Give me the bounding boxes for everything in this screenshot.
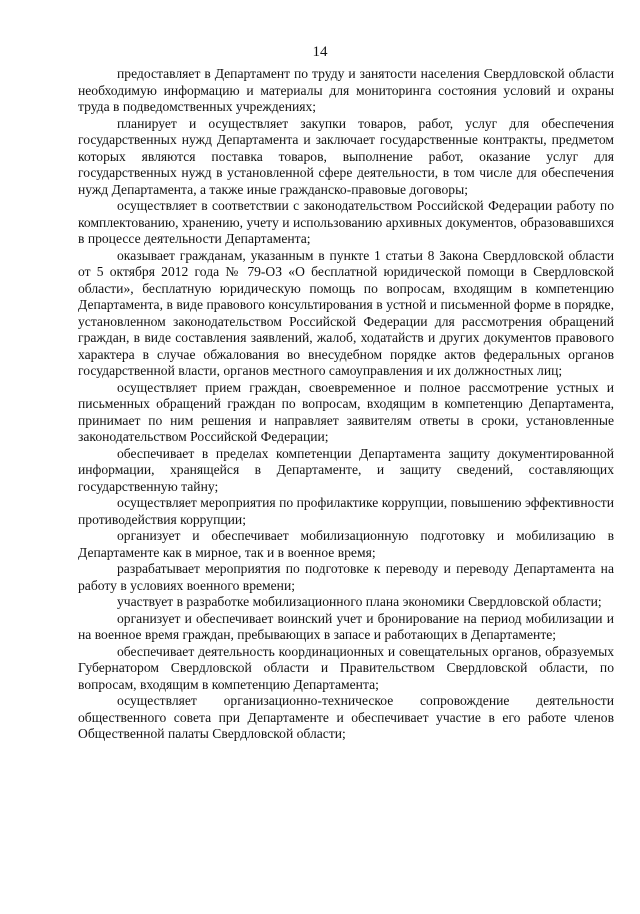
paragraph-9: разрабатывает мероприятия по подготовке к переводу и переводу Департамента на работу в условиях военного времени; bbox=[78, 561, 614, 593]
document-body bbox=[78, 66, 614, 743]
paragraph-2: планирует и осуществляет закупки товаров, работ, услуг для обеспечения государственных нужд Департамента и заключает государственные контракты, предметом которых являются поставка товаров, выполнение работ, оказание услуг для государственных нужд в установленной сфере деятельности, в том числе для обеспечения нужд Департамента, а также иные гражданско-правовые договоры; bbox=[78, 115, 614, 197]
paragraph-1: предоставляет в Департамент по труду и занятости населения Свердловской области необходимую информацию и материалы для мониторинга состояния условий и охраны труда в подведомственных учреждениях; bbox=[78, 66, 614, 114]
paragraph-4: оказывает гражданам, указанным в пункте 1 статьи 8 Закона Свердловской области от 5 октября 2012 года № 79-ОЗ «О бесплатной юридической помощи в Свердловской области», бесплатную юридическую помощь по вопросам, входящим в компетенцию Департамента, в виде правового консультирования в устной и письменной форме в порядке, установленном законодательством Российской Федерации для рассмотрения обращений граждан, в виде составления заявлений, жалоб, ходатайств и других документов правового характера в случае обжалования во внесудебном порядке актов федеральных органов государственной власти, органов местного самоуправления и их должностных лиц; bbox=[78, 247, 614, 378]
paragraph-5: осуществляет прием граждан, своевременное и полное рассмотрение устных и письменных обращений граждан по вопросам, входящим в компетенцию Департамента, принимает по ним решения и направляет заявителям ответы в сроки, установленные законодательством Российской Федерации; bbox=[78, 379, 614, 444]
page-number: 14 bbox=[312, 44, 328, 60]
paragraph-7: осуществляет мероприятия по профилактике коррупции, повышению эффективности противодействия коррупции; bbox=[78, 495, 614, 527]
paragraph-10: участвует в разработке мобилизационного плана экономики Свердловской области; bbox=[117, 594, 602, 609]
paragraph-6: обеспечивает в пределах компетенции Департамента защиту документированной информации, хранящейся в Департаменте, и защиту сведений, составляющих государственную тайну; bbox=[78, 445, 614, 494]
paragraph-13: осуществляет организационно-техническое сопровождение деятельности общественного совета при Департаменте и обеспечивает участие в его работе членов Общественной палаты Свердловской области; bbox=[78, 693, 614, 741]
paragraph-11: организует и обеспечивает воинский учет и бронирование на период мобилизации и на военное время граждан, пребывающих в запасе и работающих в Департаменте; bbox=[78, 610, 614, 642]
paragraph-12: обеспечивает деятельность координационных и совещательных органов, образуемых Губернатором Свердловской области и Правительством Свердловской области, по вопросам, входящим в компетенцию Департамента; bbox=[78, 643, 614, 692]
paragraph-3: осуществляет в соответствии с законодательством Российской Федерации работу по комплектованию, хранению, учету и использованию архивных документов, образовавшихся в процессе деятельности Департамента; bbox=[78, 198, 614, 246]
paragraph-8: организует и обеспечивает мобилизационную подготовку и мобилизацию в Департаменте как в мирное, так и в военное время; bbox=[78, 528, 614, 560]
